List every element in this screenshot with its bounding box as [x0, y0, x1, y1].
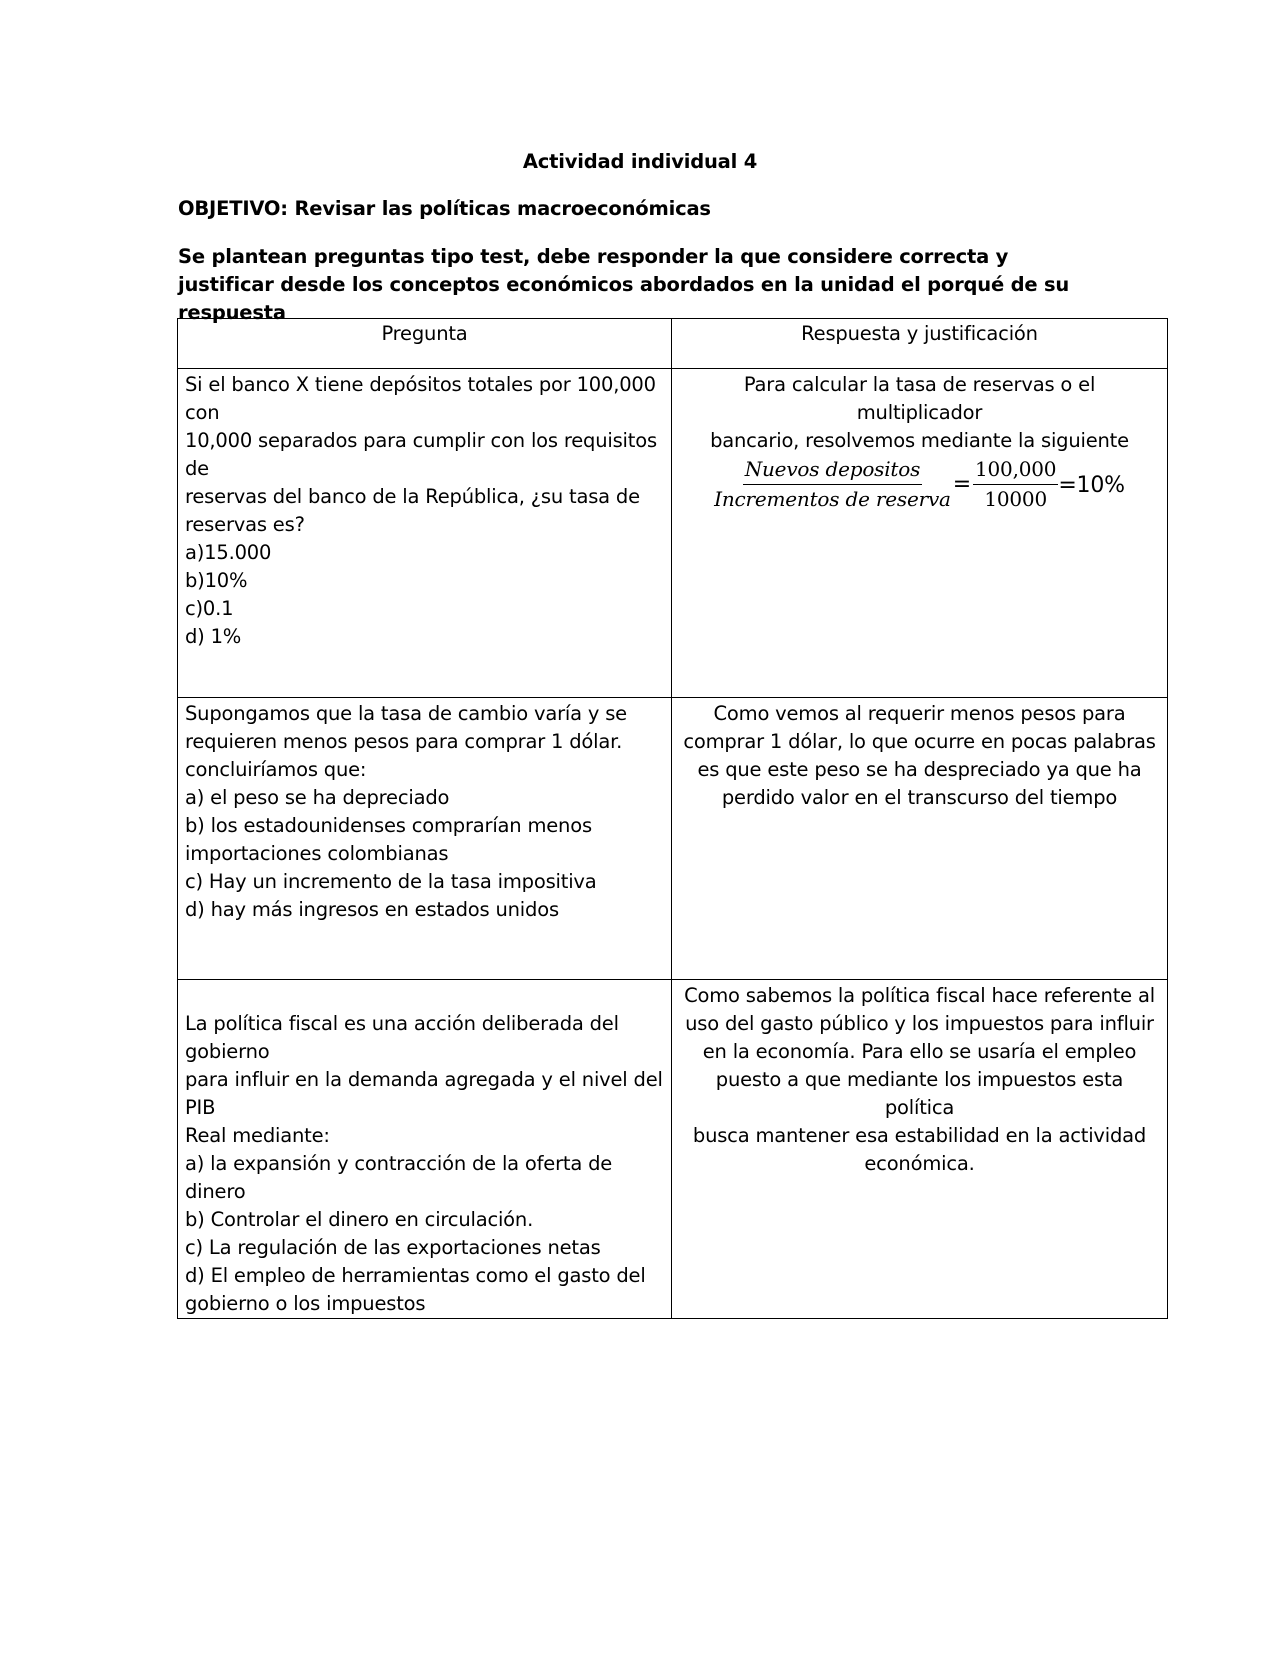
question-cell: [178, 980, 672, 1319]
question-line: Real mediante:: [185, 1124, 330, 1147]
formula-numerator: Nuevos depositos: [743, 455, 922, 485]
formula-denominator-value: 10000: [984, 487, 1047, 511]
table-row: [178, 369, 1168, 698]
reserve-ratio-formula: [714, 455, 1125, 514]
option-b: b) Controlar el dinero en circulación.: [185, 1208, 534, 1231]
table-row: [178, 980, 1168, 1319]
answer-line: busca mantener esa estabilidad en la actividad: [692, 1124, 1147, 1147]
option-a: a) el peso se ha depreciado: [185, 786, 450, 809]
answer-line: Como vemos al requerir menos pesos para: [713, 702, 1126, 725]
question-line: gobierno: [185, 1040, 270, 1063]
table-header-row: [178, 319, 1168, 369]
question-cell: [178, 369, 672, 698]
formula-denominator: Incrementos de reserva: [714, 487, 951, 511]
option-b: b)10%: [185, 569, 248, 592]
option-d: d) hay más ingresos en estados unidos: [185, 898, 559, 921]
question-line: reservas es?: [185, 513, 305, 536]
question-line: con: [185, 401, 220, 424]
answer-cell: [672, 698, 1168, 980]
formula-fraction-values: [973, 455, 1058, 514]
option-c: c)0.1: [185, 597, 234, 620]
answer-line: en la economía. Para ello se usaría el empleo: [702, 1040, 1137, 1063]
question-line: requieren menos pesos para comprar 1 dólar.: [185, 730, 623, 753]
question-line: Supongamos que la tasa de cambio varía y se: [185, 702, 627, 725]
answer-cell: [672, 369, 1168, 698]
instructions-text: Se plantean preguntas tipo test, debe responder la que considere correcta y justificar desde los conceptos económicos abordados en la unidad el porqué de su respuesta: [178, 245, 1070, 324]
answer-line: Para calcular la tasa de reservas o el multiplicador: [743, 373, 1096, 424]
answer-line: Como sabemos la política fiscal hace referente al: [684, 984, 1155, 1007]
question-line: 10,000 separados para cumplir con los requisitos: [185, 429, 657, 452]
formula-fraction-words: [714, 455, 951, 514]
answer-cell: [672, 980, 1168, 1319]
question-cell: [178, 698, 672, 980]
option-d: d) 1%: [185, 625, 242, 648]
question-line: para influir en la demanda agregada y el nivel del: [185, 1068, 663, 1091]
answer-line: bancario, resolvemos mediante la siguiente: [710, 429, 1129, 452]
option-b-continued: importaciones colombianas: [185, 842, 449, 865]
answer-line: uso del gasto público y los impuestos para influir: [685, 1012, 1154, 1035]
question-line: reservas del banco de la República, ¿su tasa de: [185, 485, 640, 508]
option-c: c) La regulación de las exportaciones netas: [185, 1236, 601, 1259]
header-pregunta: Pregunta: [178, 319, 672, 369]
answer-line: económica.: [864, 1152, 975, 1175]
option-b: b) los estadounidenses comprarían menos: [185, 814, 592, 837]
question-answer-table: [177, 318, 1168, 1319]
option-c: c) Hay un incremento de la tasa impositiva: [185, 870, 597, 893]
formula-equals: =: [952, 471, 971, 497]
question-line: PIB: [185, 1096, 216, 1119]
question-line: concluiríamos que:: [185, 758, 367, 781]
answer-line: perdido valor en el transcurso del tiempo: [721, 786, 1118, 809]
answer-line: puesto a que mediante los impuestos esta política: [715, 1068, 1124, 1119]
answer-line: es que este peso se ha despreciado ya que ha: [697, 758, 1142, 781]
document-title: Actividad individual 4: [522, 150, 758, 173]
question-line: Si el banco X tiene depósitos totales por 100,000: [185, 373, 656, 396]
question-line: La política fiscal es una acción deliberada del: [185, 1012, 619, 1035]
objective-heading: OBJETIVO: Revisar las políticas macroeconómicas: [178, 197, 711, 220]
header-respuesta: Respuesta y justificación: [672, 319, 1168, 369]
option-a: a) la expansión y contracción de la oferta de dinero: [185, 1152, 613, 1203]
formula-numerator-value: 100,000: [973, 455, 1058, 485]
option-a: a)15.000: [185, 541, 272, 564]
option-d: d) El empleo de herramientas como el gasto del: [185, 1264, 646, 1287]
option-d-continued: gobierno o los impuestos: [185, 1292, 426, 1315]
answer-line: comprar 1 dólar, lo que ocurre en pocas palabras: [683, 730, 1156, 753]
table-row: [178, 698, 1168, 980]
question-line: de: [185, 457, 209, 480]
formula-result: =10%: [1058, 472, 1125, 498]
